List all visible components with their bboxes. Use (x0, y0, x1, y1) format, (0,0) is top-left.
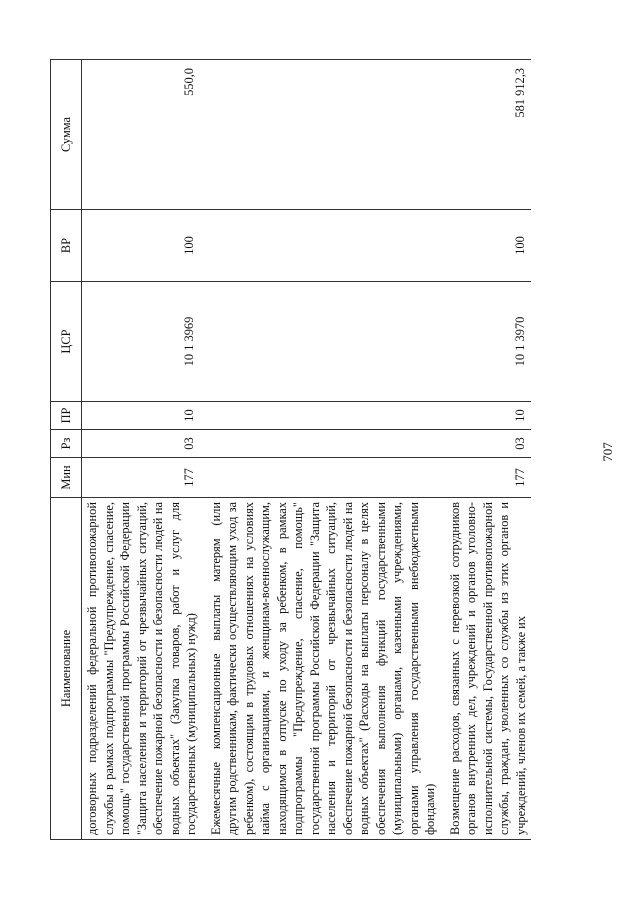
row-min: 177 (82, 458, 206, 498)
row-vr: 100 (445, 210, 531, 282)
col-header-min: Мин (51, 458, 82, 498)
row-pr: 10 (82, 402, 206, 430)
row-vr: 100 (82, 210, 206, 282)
row-csr (206, 282, 445, 402)
row-pr (206, 402, 445, 430)
table-row (445, 60, 531, 840)
row-name-cell (445, 498, 531, 840)
row-csr: 10 1 3970 (445, 282, 531, 402)
table-row (82, 60, 206, 840)
row-vr (206, 210, 445, 282)
row-sum: 581 912,3 (445, 60, 531, 210)
row-sum (206, 60, 445, 210)
col-header-sum: Сумма (51, 60, 82, 210)
row-pr: 10 (445, 402, 531, 430)
row-name: Возмещение расходов, связанных с перевозкой сотрудников органов внутренних дел, учреждений и органов уголовно-исполнительной системы, Государственной противопожарной службы, граждан, уволенных со службы из этих органов и учреждений, членов их семей, а также их (447, 502, 528, 835)
row-rz: 03 (82, 430, 206, 458)
row-sum: 550,0 (82, 60, 206, 210)
row-min: 177 (445, 458, 531, 498)
budget-table (50, 60, 605, 840)
col-header-pr: ПР (51, 402, 82, 430)
row-min (206, 458, 445, 498)
col-header-name: Наименование (51, 498, 82, 840)
row-rz (206, 430, 445, 458)
row-name: Ежемесячные компенсационные выплаты матерям (или другим родственникам, фактически осуществляющим уход за ребенком), состоящим в трудовых отношениях на условиях найма с организациями, и женщинам-военнослужащим, находящимся в отпуске по уходу за ребенком, в рамках подпрограммы "Предупреждение, спасение, помощь" государственной программы Российской Федерации "Защита населения и территорий от чрезвычайных ситуаций, обеспечение пожарной безопасности и безопасности людей на водных объектах" (Расходы на выплаты персоналу в целях обеспечения выполнения функций государственными (муниципальными) органами, казенными учреждениями, органами управления государственными внебюджетными фондами) (206, 498, 445, 840)
row-name: договорных подразделений федеральной противопожарной службы в рамках подпрограммы "Предупреждение, спасение, помощь" государственной программы Российской Федерации "Защита населения и территорий от чрезвычайных ситуаций, обеспечение пожарной безопасности и безопасности людей на водных объектах" (Закупка товаров, работ и услуг для государственных (муниципальных) нужд) (82, 498, 206, 840)
row-csr: 10 1 3969 (82, 282, 206, 402)
col-header-csr: ЦСР (51, 282, 82, 402)
col-header-rz: Рз (51, 430, 82, 458)
header-row (51, 60, 82, 840)
col-header-vr: ВР (51, 210, 82, 282)
page-number: 707 (600, 442, 615, 462)
row-rz: 03 (445, 430, 531, 458)
table-row (206, 60, 445, 840)
budget-table-grid (50, 59, 531, 840)
